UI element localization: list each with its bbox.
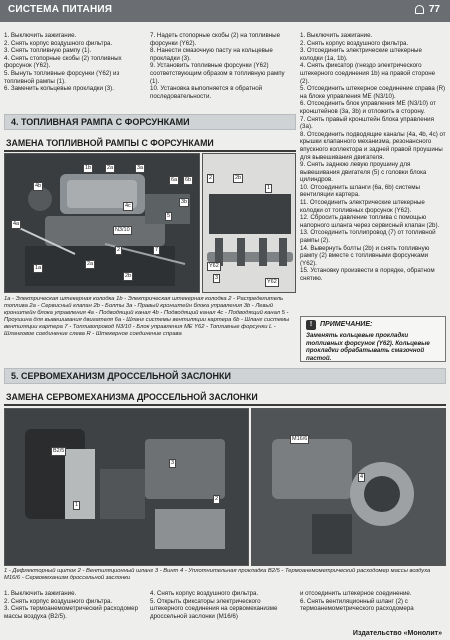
callout-label: 4: [360, 474, 364, 480]
callout-label: Y62: [209, 263, 219, 269]
instruction-step: 10. Установка выполняется в обратной последовательности.: [150, 85, 263, 100]
callout-label: 3a: [137, 165, 144, 171]
callout-label: 2: [117, 247, 121, 253]
callout-label: 1a: [35, 265, 42, 271]
instruction-step: 1. Выключить зажигание.: [4, 590, 77, 597]
instruction-step: 12. Сбросить давление топлива с помощью напорного шланга через сервисный клапан (2b).: [300, 214, 440, 229]
section-title-text: 4. ТОПЛИВНАЯ РАМПА С ФОРСУНКАМИ: [11, 117, 190, 127]
throttle-photo-right: [251, 408, 446, 566]
instruction-step: 5. Вынуть топливные форсунки (Y62) из топливной рампы (1).: [4, 69, 120, 85]
callout-label: N3/10: [115, 227, 130, 233]
section-5-title: [4, 368, 446, 384]
instruction-step: 2. Снять корпус воздушного фильтра.: [4, 39, 113, 47]
instruction-step: 2. Снять корпус воздушного фильтра.: [300, 39, 409, 47]
page-number: [415, 4, 440, 15]
instruction-step: 6. Заменить кольцевые прокладки (3).: [4, 85, 114, 93]
figure-caption-fuel-rail: 1a - Электрическая штекерная колодка 1b - Электрическая штекерная колодка 2 - Распределитель топлива 2a - Сервисный клапан 2b - Болты 3a - Правый кронштейн блока управления 3b - Левый кронштейн блока управления 4a - Подводящий канал 4b - Подводящий канал 4c - Подводящий канал 5 - Проушина для вывешивания двигателя 6a - Шланг системы вентиляции картера 6b - Шланг системы вентиляции картера 7 - Топливопровод N3/10 - Блок управления ME Y62 - Топливные форсунки L - Шланговое соединение слева R - Штекерное соединение справа: [4, 296, 290, 337]
callout-label: 3: [215, 275, 219, 281]
instruction-step: 14. Вывернуть болты (2b) и снять топливную рампу (2) вместе с топливными форсунками (Y62).: [300, 244, 430, 267]
bottom-column-1: [4, 590, 144, 620]
callout-label: B2/5: [53, 448, 65, 454]
instruction-step: 5. Отсоединить штекерное соединение справа (R) на блоке управления ME (N3/10).: [300, 85, 446, 100]
callout-label: 5: [167, 213, 171, 219]
callout-label: 1: [75, 502, 79, 508]
instruction-step: 8. Нанести смазочную пасту на кольцевые прокладки (3).: [150, 47, 273, 62]
warning-icon: !: [306, 320, 316, 330]
instruction-step: 1. Выключить зажигание.: [4, 32, 77, 39]
note-box: [300, 316, 446, 362]
instruction-step: 6. Снять вентиляционный шланг (2) с термоанемометрического расходомера: [300, 597, 414, 613]
callout-label: 2a: [87, 261, 94, 267]
instruction-step: 3. Отсоединить электрические штекерные колодки (1a, 1b).: [300, 47, 422, 62]
note-text: Заменять кольцевые прокладки топливных форсунок (Y62). Кольцевые прокладки обрабатывать смазочной пастой.: [306, 332, 430, 362]
instruction-step: 3. Снять топливную рампу (1).: [4, 47, 92, 55]
note-title: ПРИМЕЧАНИЕ:: [320, 321, 373, 329]
bell-icon: [415, 5, 424, 14]
top-column-3: [300, 32, 446, 283]
instruction-step: 9. Снять заднюю левую проушину для вывешивания двигателя (5) с головки блока цилиндров.: [300, 161, 427, 184]
section-4-subtitle: ЗАМЕНА ТОПЛИВНОЙ РАМПЫ С ФОРСУНКАМИ: [6, 138, 214, 148]
instruction-step: 11. Отсоединить электрические штекерные колодки от топливных форсунок (Y62).: [300, 199, 425, 214]
instruction-step: 13. Отсоединить топлипровод (7) от топливной рампы (2).: [300, 229, 436, 245]
callout-label: M16/6: [292, 436, 308, 442]
callout-label: 2a: [107, 165, 114, 171]
throttle-left-drawing: [5, 409, 249, 566]
callout-label: Y62: [267, 279, 277, 285]
instruction-step: 4. Снять корпус воздушного фильтра.: [150, 590, 259, 597]
section-4-title: [4, 114, 296, 130]
divider: [4, 150, 296, 152]
callout-label: 3b: [181, 199, 188, 205]
callout-label: 6a: [171, 177, 178, 183]
instruction-step: 5. Открыть фиксаторы электрического штекерного соединения на сервомеханизме дроссельной заслонки (M16/6): [150, 597, 278, 620]
throttle-photo-left: [4, 408, 249, 566]
throttle-right-drawing: [252, 409, 446, 566]
callout-label: 2b: [235, 175, 242, 181]
callout-label: 4b: [35, 183, 42, 189]
callout-label: 6b: [185, 177, 192, 183]
top-column-1: [4, 32, 144, 93]
callout-label: 4a: [13, 221, 20, 227]
instruction-step: 6. Отсоединить блок управления ME (N3/10) от кронштейнов (3a, 3b) и отложить в сторону.: [300, 100, 436, 115]
note-header: [306, 320, 440, 330]
callout-label: 2: [209, 175, 213, 181]
section-header-title: СИСТЕМА ПИТАНИЯ: [8, 4, 113, 15]
fuel-rail-detail-photo: [202, 153, 296, 293]
callout-label: 3: [171, 460, 175, 466]
callout-label: 4c: [125, 203, 131, 209]
instruction-step: и отсоединить штекерное соединение.: [300, 590, 412, 597]
callout-label: 2b: [125, 273, 132, 279]
instruction-step: 4. Снять фиксатор (гнездо электрического штекерного соединения 1b) на правой стороне (2).: [300, 62, 436, 85]
section-title-text: 5. СЕРВОМЕХАНИЗМ ДРОССЕЛЬНОЙ ЗАСЛОНКИ: [11, 371, 231, 381]
bottom-column-3: [300, 590, 446, 613]
top-column-2: [150, 32, 292, 100]
instruction-step: 8. Отсоединить подводящие каналы (4a, 4b, 4c) от крышки клапанного механизма, резонансного впускного коллектора и задней правой проушины для вывешивания двигателя.: [300, 130, 446, 161]
instruction-step: 4. Снять стопорные скобы (2) топливных форсунок (Y62).: [4, 54, 122, 70]
callout-label: 1: [267, 185, 271, 191]
instruction-step: 15. Установку произвести в порядке, обратном снятию.: [300, 267, 435, 282]
publisher-footer: Издательство «Монолит»: [352, 630, 442, 637]
instruction-step: 1. Выключить зажигание.: [300, 32, 373, 39]
instruction-step: 9. Установить топливные форсунки (Y62) соответствующим образом в топливную рампу (1).: [150, 62, 285, 85]
instruction-step: 10. Отсоединить шланги (6a, 6b) системы вентиляции картера.: [300, 183, 420, 199]
section-5-subtitle: ЗАМЕНА СЕРВОМЕХАНИЗМА ДРОССЕЛЬНОЙ ЗАСЛОНКИ: [6, 392, 258, 402]
callout-label: 1b: [85, 165, 92, 171]
page-number-text: 77: [428, 4, 440, 15]
instruction-step: 2. Снять корпус воздушного фильтра.: [4, 597, 113, 605]
fuel-rail-drawing: [203, 154, 296, 293]
bottom-column-2: [150, 590, 292, 620]
engine-photo-fuel-rail: [4, 153, 200, 293]
instruction-step: 7. Снять правый кронштейн блока управления (3a).: [300, 115, 434, 131]
instruction-step: 3. Снять термоанемометрический расходомер массы воздуха (B2/5).: [4, 605, 139, 620]
callout-label: 2: [215, 496, 219, 502]
figure-caption-throttle: 1 - Дефлекторный щиток 2 - Вентиляционный шланг 3 - Винт 4 - Уплотнительная прокладка B2/5 - Термоанемометрический расходомер массы воздуха M16/6 - Сервомеханизм дроссельной заслонки: [4, 568, 431, 581]
instruction-step: 7. Надеть стопорные скобы (2) на топливные форсунки (Y62).: [150, 32, 281, 47]
divider: [4, 404, 446, 406]
callout-label: 7: [155, 247, 159, 253]
